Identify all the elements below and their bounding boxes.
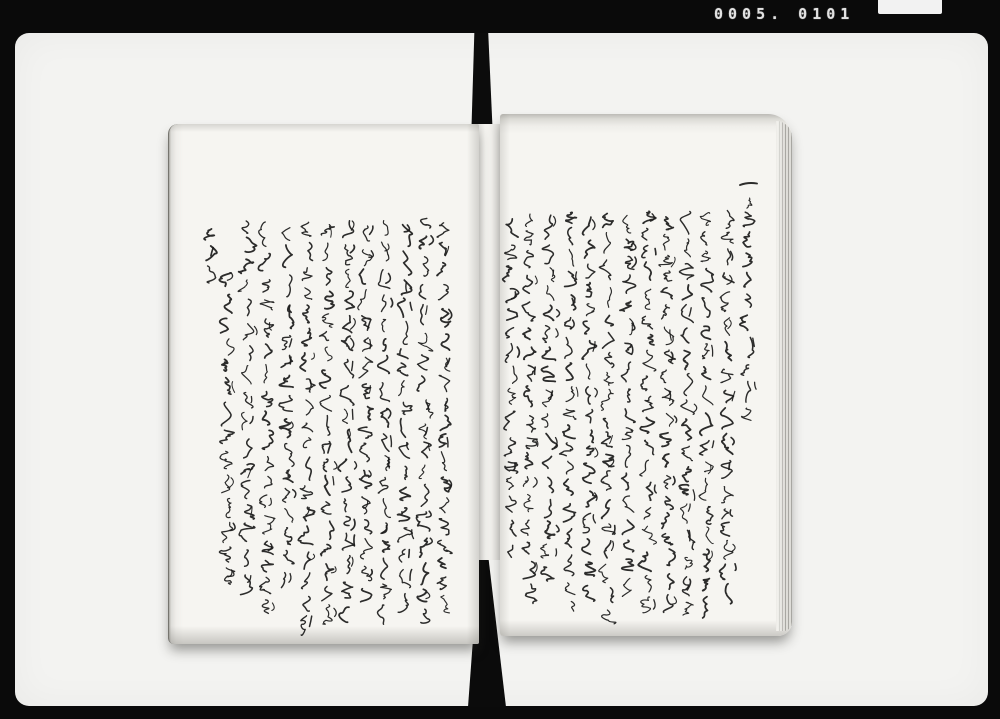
frame-counter: 0005. 0101 (714, 5, 855, 23)
handwriting-column (599, 214, 616, 624)
handwriting-column (258, 222, 275, 613)
handwriting-column (238, 221, 257, 595)
handwriting-column (320, 225, 337, 625)
handwriting-column (740, 183, 757, 420)
left-page-handwriting (169, 124, 479, 644)
handwriting-column (358, 226, 373, 602)
handwriting-column (378, 221, 393, 625)
handwriting-column (620, 215, 636, 596)
gutter-curl (476, 124, 502, 560)
handwriting-column (204, 229, 217, 283)
handwriting-column (338, 221, 356, 623)
handwriting-column (582, 217, 598, 601)
handwriting-column (720, 211, 736, 604)
handwriting-column (219, 273, 235, 584)
handwriting-column (437, 223, 452, 613)
handwriting-column (679, 212, 696, 616)
handwriting-column (397, 225, 413, 613)
left-page (168, 124, 479, 644)
handwriting-column (416, 218, 433, 623)
handwriting-column (699, 213, 714, 618)
handwriting-column (659, 217, 677, 612)
handwriting-column (503, 219, 520, 557)
handwriting-column (521, 214, 538, 603)
page-edges-right (776, 121, 792, 631)
handwriting-column (541, 215, 560, 581)
handwriting-column (560, 212, 578, 611)
right-page-handwriting (500, 114, 792, 636)
handwriting-column (298, 222, 315, 635)
film-edge-tab (878, 0, 942, 14)
handwriting-column (279, 228, 296, 588)
right-page (500, 114, 792, 636)
handwriting-column (638, 211, 656, 613)
